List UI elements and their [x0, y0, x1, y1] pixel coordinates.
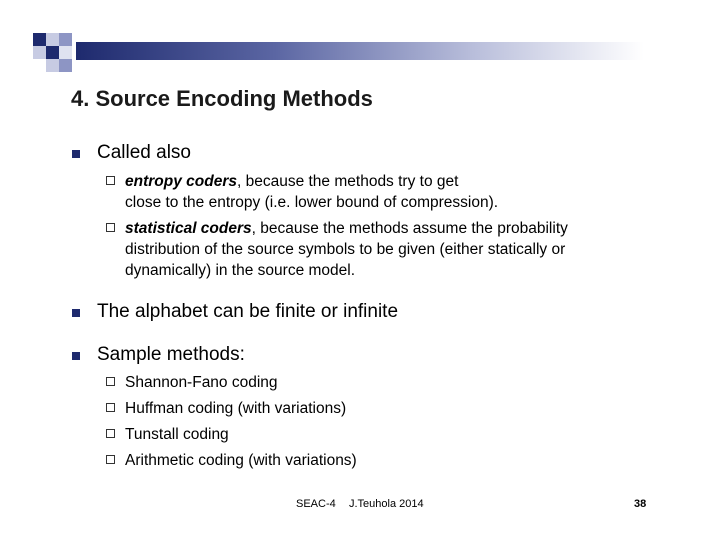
hollow-square-bullet-icon: [106, 429, 115, 438]
hollow-square-bullet-icon: [106, 223, 115, 232]
deco-square: [59, 46, 72, 59]
deco-square: [33, 33, 46, 46]
bullet-text: The alphabet can be finite or infinite: [97, 301, 399, 322]
sub-bullet-text: , because the methods try to get: [236, 173, 459, 190]
sub-bullet-text: close to the entropy (i.e. lower bound of compression).: [125, 194, 499, 211]
deco-square: [59, 33, 72, 46]
sub-bullet-text: distribution of the source symbols to be given (either statically or: [125, 241, 566, 258]
bullet-text: Called also: [97, 142, 191, 163]
square-bullet-icon: [72, 352, 80, 360]
page-number: 38: [634, 498, 647, 510]
footer-author: J.Teuhola 2014: [349, 498, 424, 510]
list-item-text: Shannon-Fano coding: [125, 374, 278, 391]
hollow-square-bullet-icon: [106, 377, 115, 386]
header-gradient-bar: [76, 42, 644, 60]
slide-title: 4. Source Encoding Methods: [71, 86, 373, 111]
deco-square: [46, 33, 59, 46]
hollow-square-bullet-icon: [106, 403, 115, 412]
term-statistical-coders: statistical coders: [125, 220, 252, 237]
hollow-square-bullet-icon: [106, 455, 115, 464]
list-item-text: Tunstall coding: [125, 426, 229, 443]
deco-square: [46, 59, 59, 72]
square-bullet-icon: [72, 150, 80, 158]
sub-bullet-text: dynamically) in the source model.: [125, 262, 356, 279]
list-item-text: Huffman coding (with variations): [125, 400, 347, 417]
bullet-text: Sample methods:: [97, 344, 245, 365]
footer-course: SEAC-4: [296, 498, 336, 510]
deco-square: [59, 59, 72, 72]
list-item-text: Arithmetic coding (with variations): [125, 452, 357, 469]
sub-bullet-text: , because the methods assume the probability: [251, 220, 568, 237]
term-entropy-coders: entropy coders: [125, 173, 237, 190]
deco-square: [33, 46, 46, 59]
hollow-square-bullet-icon: [106, 176, 115, 185]
square-bullet-icon: [72, 309, 80, 317]
deco-square: [46, 46, 59, 59]
